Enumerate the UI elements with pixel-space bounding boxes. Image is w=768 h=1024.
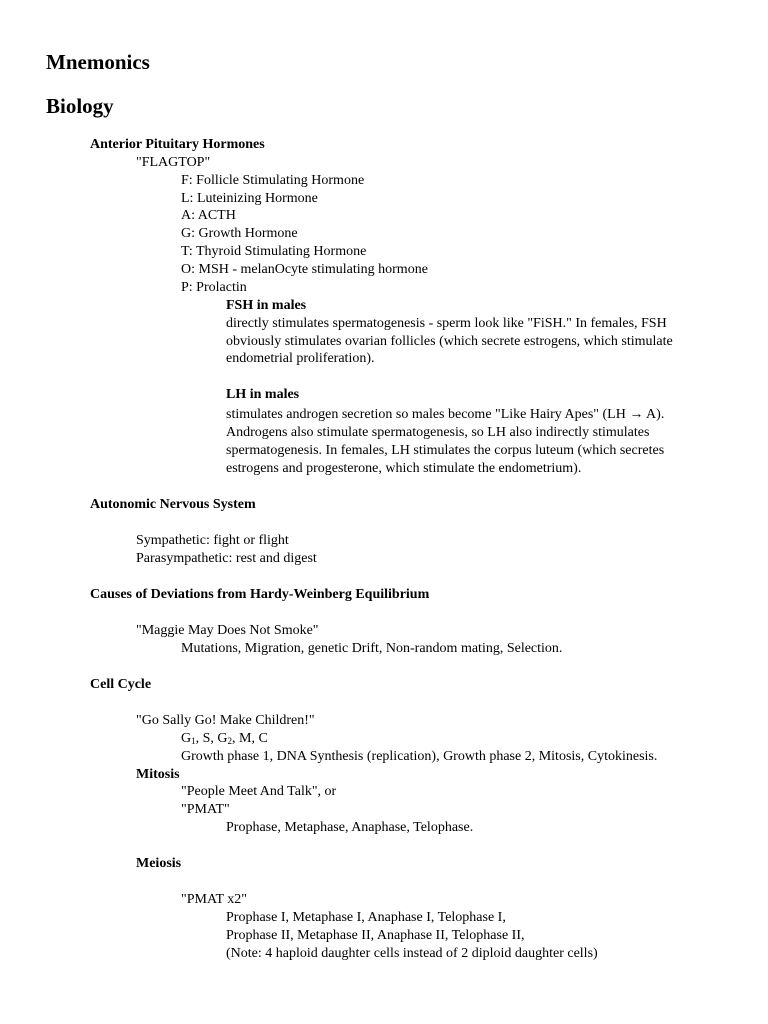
paragraph-line: endometrial proliferation). (226, 351, 375, 366)
subheading-fsh-in-males: FSH in males (226, 298, 307, 313)
mnemonic-go-sally: "Go Sally Go! Make Children!" (136, 713, 315, 728)
mnemonic-pmat-x2: "PMAT x2" (181, 892, 248, 907)
list-item: O: MSH - melanOcyte stimulating hormone (181, 262, 428, 277)
subheading-mitosis: Mitosis (136, 767, 180, 782)
mnemonic-maggie-may: "Maggie May Does Not Smoke" (136, 623, 319, 638)
mnemonic-expansion: Prophase, Metaphase, Anaphase, Telophase. (226, 820, 474, 835)
paragraph-line: Androgens also stimulate spermatogenesis, so LH also indirectly stimulates (226, 425, 650, 440)
paragraph-line: obviously stimulates ovarian follicles (which secrete estrogens, which stimulate (226, 334, 673, 349)
list-item: Parasympathetic: rest and digest (136, 551, 317, 566)
paragraph-line: directly stimulates spermatogenesis - sperm look like "FiSH." In females, FSH (226, 316, 667, 331)
mnemonic-note: (Note: 4 haploid daughter cells instead of 2 diploid daughter cells) (226, 946, 598, 961)
subheading-meiosis: Meiosis (136, 856, 182, 871)
topic-heading-cell-cycle: Cell Cycle (90, 677, 152, 692)
list-item: Sympathetic: fight or flight (136, 533, 289, 548)
topic-heading-pituitary: Anterior Pituitary Hormones (90, 137, 265, 152)
subheading-lh-in-males: LH in males (226, 387, 300, 402)
mnemonic-expansion: Mutations, Migration, genetic Drift, Non-random mating, Selection. (181, 641, 563, 656)
mnemonic-flagtop: "FLAGTOP" (136, 155, 211, 170)
list-item: G: Growth Hormone (181, 226, 298, 241)
paragraph-line: estrogens and progesterone, which stimulate the endometrium). (226, 461, 582, 476)
section-heading-biology: Biology (46, 94, 114, 118)
topic-heading-hardy-weinberg: Causes of Deviations from Hardy-Weinberg Equilibrium (90, 587, 430, 602)
paragraph-line: spermatogenesis. In females, LH stimulates the corpus luteum (which secretes (226, 443, 665, 458)
mnemonic-expansion: Growth phase 1, DNA Synthesis (replication), Growth phase 2, Mitosis, Cytokinesis. (181, 749, 658, 764)
mnemonic-people-meet: "People Meet And Talk", or (181, 784, 337, 799)
list-item: P: Prolactin (181, 280, 247, 295)
list-item: T: Thyroid Stimulating Hormone (181, 244, 367, 259)
document-title: Mnemonics (46, 50, 150, 74)
paragraph-line: stimulates androgen secretion so males become "Like Hairy Apes" (LH → A). (226, 407, 665, 422)
mnemonic-expansion: Prophase II, Metaphase II, Anaphase II, Telophase II, (226, 928, 525, 943)
list-item: A: ACTH (181, 208, 236, 223)
list-item: F: Follicle Stimulating Hormone (181, 173, 365, 188)
cell-cycle-phases: $G_1$, S, $G_2$, M, C (181, 731, 268, 746)
topic-heading-ans: Autonomic Nervous System (90, 497, 256, 512)
mnemonic-pmat: "PMAT" (181, 802, 230, 817)
list-item: L: Luteinizing Hormone (181, 191, 318, 206)
mnemonic-expansion: Prophase I, Metaphase I, Anaphase I, Telophase I, (226, 910, 506, 925)
